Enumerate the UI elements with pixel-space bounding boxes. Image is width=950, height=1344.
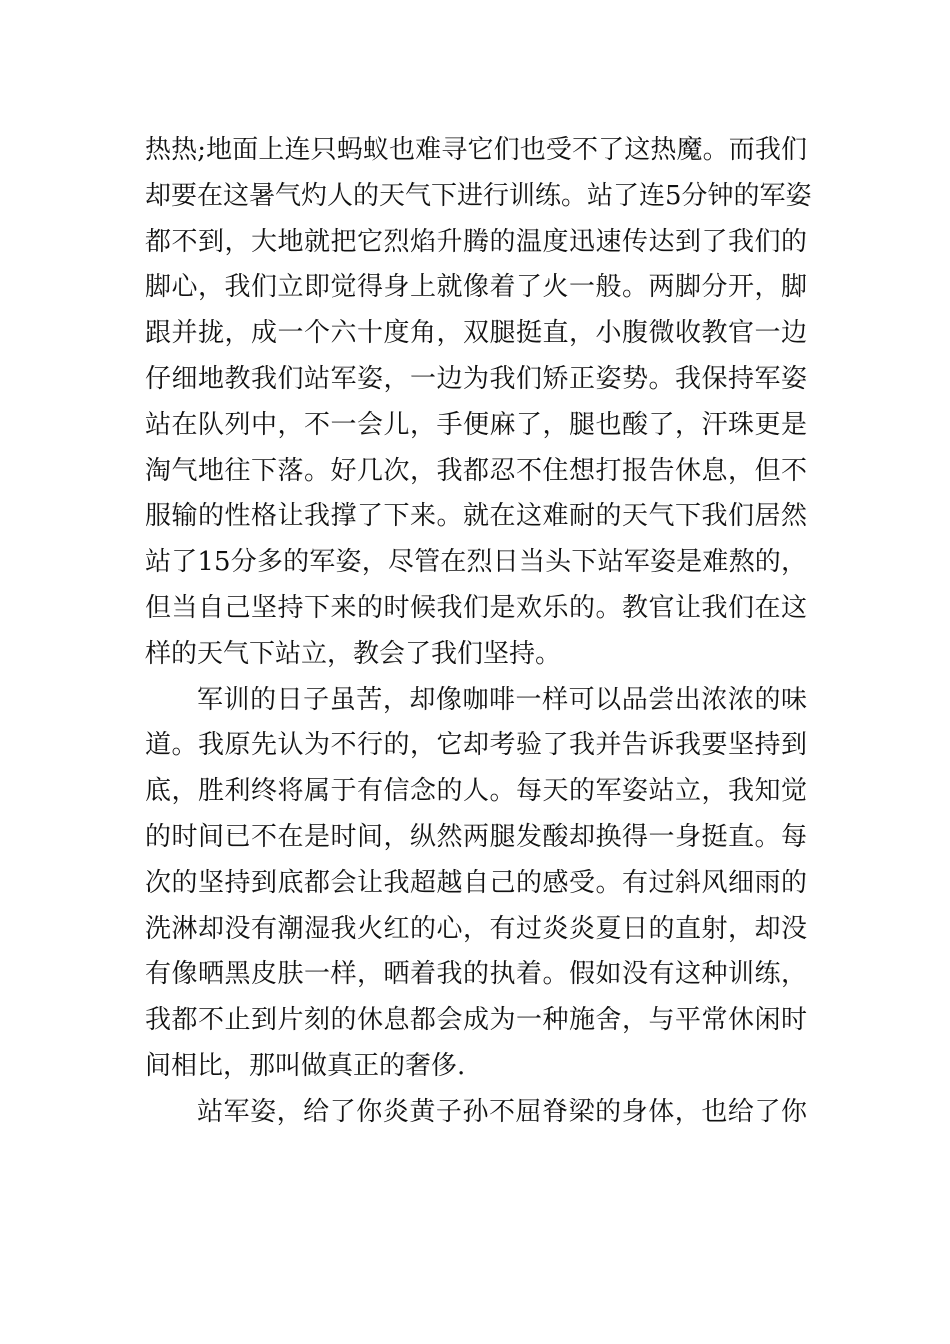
paragraph-2 xyxy=(145,678,807,1090)
text-line: 洗淋却没有潮湿我火红的心，有过炎炎夏日的直射，却没 xyxy=(145,913,807,944)
text-line: 次的坚持到底都会让我超越自己的感受。有过斜风细雨的 xyxy=(145,867,807,898)
text-line: 间相比，那叫做真正的奢侈. xyxy=(145,1050,466,1081)
text-line: 但当自己坚持下来的时候我们是欢乐的。教官让我们在这 xyxy=(145,592,807,623)
text-line: 我都不止到片刻的休息都会成为一种施舍，与平常休闲时 xyxy=(145,1005,807,1036)
paragraph-1 xyxy=(145,128,812,678)
text-line: 热热;地面上连只蚂蚁也难寻它们也受不了这热魔。而我们 xyxy=(145,135,807,165)
document-body xyxy=(145,128,812,1136)
text-line: 样的天气下站立，教会了我们坚持。 xyxy=(145,638,562,669)
text-line: 底，胜利终将属于有信念的人。每天的军姿站立，我知觉 xyxy=(145,776,807,807)
text-line: 跟并拢，成一个六十度角，双腿挺直，小腹微收教官一边 xyxy=(145,318,807,349)
text-line: 道。我原先认为不行的，它却考验了我并告诉我要坚持到 xyxy=(145,730,807,761)
text-line: 站了15分多的军姿，尽管在烈日当头下站军姿是难熬的， xyxy=(145,547,807,578)
text-line: 的时间已不在是时间，纵然两腿发酸却换得一身挺直。每 xyxy=(145,821,807,852)
text-line: 都不到，大地就把它烈焰升腾的温度迅速传达到了我们的 xyxy=(145,226,807,257)
text-line: 站军姿，给了你炎黄子孙不屈脊梁的身体，也给了你 xyxy=(197,1096,807,1127)
text-line: 淘气地往下落。好几次，我都忍不住想打报告休息，但不 xyxy=(145,455,807,486)
text-line: 脚心，我们立即觉得身上就像着了火一般。两脚分开，脚 xyxy=(145,272,807,303)
text-line: 仔细地教我们站军姿，一边为我们矫正姿势。我保持军姿 xyxy=(145,363,807,394)
text-line: 军训的日子虽苦，却像咖啡一样可以品尝出浓浓的味 xyxy=(197,684,807,715)
text-line: 服输的性格让我撑了下来。就在这难耐的天气下我们居然 xyxy=(145,501,807,532)
paragraph-3 xyxy=(145,1090,807,1136)
text-line: 站在队列中，不一会儿，手便麻了，腿也酸了，汗珠更是 xyxy=(145,409,807,440)
text-line: 有像晒黑皮肤一样，晒着我的执着。假如没有这种训练， xyxy=(145,959,807,990)
text-line: 却要在这暑气灼人的天气下进行训练。站了连5分钟的军姿 xyxy=(145,180,812,211)
